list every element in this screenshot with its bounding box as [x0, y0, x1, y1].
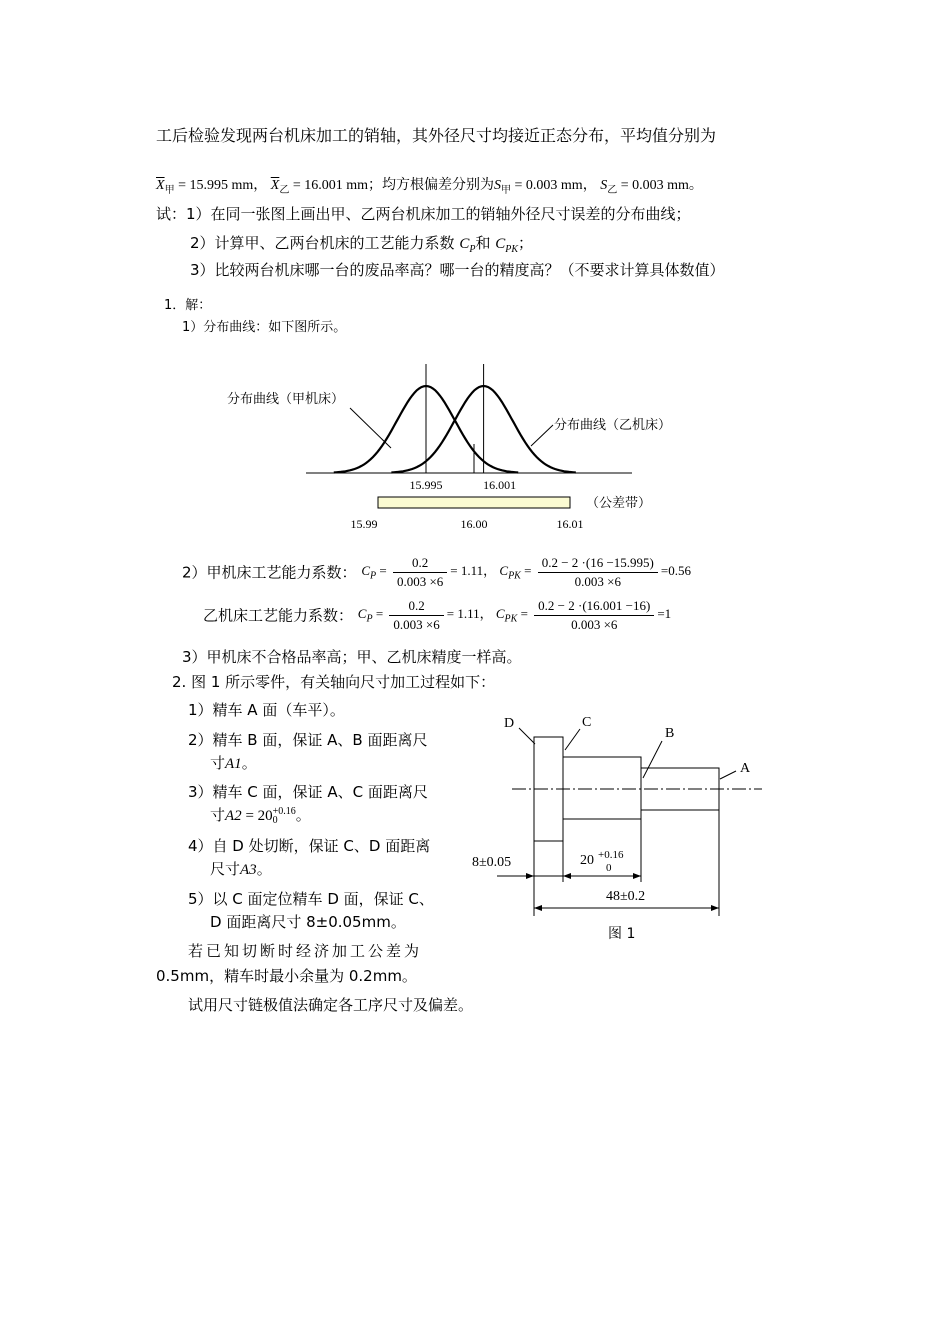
- var-a2: A2: [225, 808, 242, 824]
- eq-sign: =: [289, 178, 305, 193]
- period: 。: [256, 860, 272, 878]
- cpk-value-yi: =1: [657, 606, 672, 622]
- cpk-denominator-yi: 0.003 ×6: [571, 617, 618, 632]
- xbar-symbol-yi: $\overline{X}$: [270, 178, 280, 193]
- cpk-symbol: C: [495, 606, 505, 622]
- leader-b: [643, 741, 662, 778]
- dim-20-upper: +0.16: [598, 849, 624, 861]
- figure-caption: 图 1: [608, 926, 636, 942]
- arrow: [526, 873, 534, 879]
- label-tolerance-band: （公差带）: [586, 496, 652, 511]
- and-word: 和: [475, 234, 491, 252]
- eq-sign: =: [511, 178, 526, 193]
- cpk-numerator-yi: 0.2 − 2 ·(16.001 −16): [534, 597, 654, 616]
- step-1: 1）精车 A 面（车平）。: [188, 701, 345, 719]
- cpk-value-jia: =0.56: [660, 563, 691, 579]
- step-5-line-2: D 面距离尺寸 8±0.05mm。: [210, 913, 406, 931]
- a2-lower-dev: 0: [272, 814, 278, 826]
- step-2-line-1: 2）精车 B 面，保证 A、B 面距离尺: [188, 731, 428, 749]
- label-mean-yi: 16.001: [483, 478, 517, 492]
- cp-numerator: 0.2: [393, 554, 447, 573]
- step-2-yi-label: 乙机床工艺能力系数：: [203, 606, 354, 625]
- cp-sub: P: [370, 571, 377, 583]
- step-2-jia-label: 2）甲机床工艺能力系数：: [182, 563, 357, 582]
- question-1: 试：1）在同一张图上画出甲、乙两台机床加工的销轴外径尺寸误差的分布曲线；: [156, 205, 691, 223]
- cpk-sub: PK: [508, 571, 521, 583]
- cpk-denominator-jia: 0.003 ×6: [574, 574, 621, 589]
- period: 。: [241, 754, 257, 772]
- label-c: C: [582, 715, 592, 730]
- tick-label-right: 16.01: [556, 517, 584, 531]
- tick-label-left: 15.99: [350, 517, 378, 531]
- s-yi-value: 0.003 mm: [632, 178, 689, 193]
- xbar-symbol-jia: $\overline{X}$: [156, 178, 165, 193]
- eq-sign: =: [617, 178, 633, 193]
- question-2-end: ；: [518, 234, 534, 252]
- xbar-jia-value: 15.995 mm: [189, 178, 254, 193]
- problem-2-heading: 2. 图 1 所示零件，有关轴向尺寸加工过程如下：: [172, 673, 496, 691]
- arrow: [633, 873, 641, 879]
- dim-20-label: 20: [580, 853, 594, 868]
- cp-denominator: 0.003 ×6: [396, 574, 444, 589]
- cp-formula-yi: $C_P$ = $\frac{0.2}{0.003 \times 6}$ = 1.11， $C_{PK}$ = $\frac{0.2 - 2 \cdot(16.001 -16)}{0.003 \times 6}$ =1: [357, 598, 672, 632]
- xbar-sub-jia: 甲: [164, 184, 175, 196]
- label-b: B: [665, 726, 675, 741]
- s-sub-yi: 乙: [607, 184, 618, 196]
- cp-symbol: C: [361, 563, 370, 579]
- dim-8-label: 8±0.05: [472, 855, 512, 870]
- label-d: D: [504, 716, 515, 731]
- comma: ，: [582, 178, 597, 193]
- known-line-2: 0.5mm，精车时最小余量为 0.2mm。: [156, 967, 417, 985]
- period: 。: [295, 806, 311, 824]
- var-a1: A1: [225, 756, 242, 772]
- tick-label-mid: 16.00: [460, 517, 488, 531]
- task-line: 试用尺寸链极值法确定各工序尺寸及偏差。: [188, 996, 474, 1014]
- sigma-text: ；均方根偏差分别为: [368, 177, 494, 193]
- cpk-sub: PK: [505, 244, 519, 255]
- cpk-numerator-jia: 0.2 − 2 ·(16 −15.995): [538, 554, 658, 573]
- arrow: [711, 905, 719, 911]
- cp-formula-jia: $C_P$ = $\frac{0.2}{0.003 \times 6}$ = 1.11， $C_{PK}$ = $\frac{0.2 - 2 \cdot(16 -15.995)}{0.003 \times 6}$ =0.56: [361, 555, 691, 589]
- step-3-line-1: 3）精车 C 面，保证 A、C 面距离尺: [188, 783, 428, 801]
- question-3: 3）比较两台机床哪一台的废品率高？哪一台的精度高？（不要求计算具体数值）: [190, 261, 725, 279]
- comma: ，: [253, 178, 268, 193]
- a2-upper-dev: +0.16: [272, 805, 296, 817]
- dim-48-label: 48±0.2: [606, 889, 646, 904]
- solution-step-1: 1）分布曲线：如下图所示。: [182, 320, 347, 335]
- cpk-symbol: C: [495, 236, 506, 252]
- step-2-line-2-text: 寸: [210, 754, 226, 772]
- question-2-text: 2）计算甲、乙两台机床的工艺能力系数: [190, 234, 455, 252]
- label-curve-jia: 分布曲线（甲机床）: [227, 392, 345, 407]
- s-jia-value: 0.003 mm: [525, 178, 583, 193]
- cpk-symbol: C: [499, 563, 509, 579]
- solution-step-3: 3）甲机床不合格品率高；甲、乙机床精度一样高。: [182, 648, 522, 666]
- step-4-line-1: 4）自 D 处切断，保证 C、D 面距离: [188, 837, 431, 855]
- arrow: [534, 905, 542, 911]
- xbar-yi-value: 16.001 mm: [304, 178, 368, 193]
- end-mark: 。: [688, 178, 703, 193]
- cp-value-yi: = 1.11，: [446, 606, 493, 622]
- leader-d: [519, 728, 535, 744]
- cp-value-jia: = 1.11，: [450, 563, 497, 579]
- label-mean-jia: 15.995: [409, 478, 443, 492]
- leader-a: [720, 771, 736, 779]
- eq-sign: =: [174, 178, 190, 193]
- cp-sub: P: [469, 244, 476, 255]
- cpk-sub: PK: [504, 614, 518, 626]
- xbar-sub-yi: 乙: [279, 184, 290, 196]
- label-curve-yi: 分布曲线（乙机床）: [554, 418, 672, 433]
- leader-c: [565, 729, 580, 750]
- var-a3: A3: [240, 862, 257, 878]
- step-4-line-2-text: 尺寸: [210, 860, 241, 878]
- solution-heading: 1．解：: [164, 298, 212, 313]
- problem-intro: 工后检验发现两台机床加工的销轴，其外径尺寸均接近正态分布，平均值分别为: [156, 126, 717, 145]
- known-line-1: 若已知切断时经济加工公差为: [188, 942, 423, 960]
- middle-section: [563, 757, 641, 819]
- step-3-line-2-text: 寸: [210, 806, 226, 824]
- s-symbol-yi: S: [600, 178, 608, 193]
- cp-symbol: C: [357, 606, 367, 622]
- label-a: A: [740, 761, 751, 776]
- step-5-line-1: 5）以 C 面定位精车 D 面，保证 C、: [188, 890, 434, 908]
- cp-symbol: C: [459, 236, 470, 252]
- cp-numerator: 0.2: [389, 597, 443, 616]
- a2-value: = 20: [241, 808, 273, 824]
- cp-sub: P: [366, 614, 373, 626]
- s-symbol-jia: S: [494, 178, 501, 193]
- cp-denominator: 0.003 ×6: [393, 617, 440, 632]
- dim-20-lower: 0: [606, 862, 612, 874]
- s-sub-jia: 甲: [501, 184, 511, 196]
